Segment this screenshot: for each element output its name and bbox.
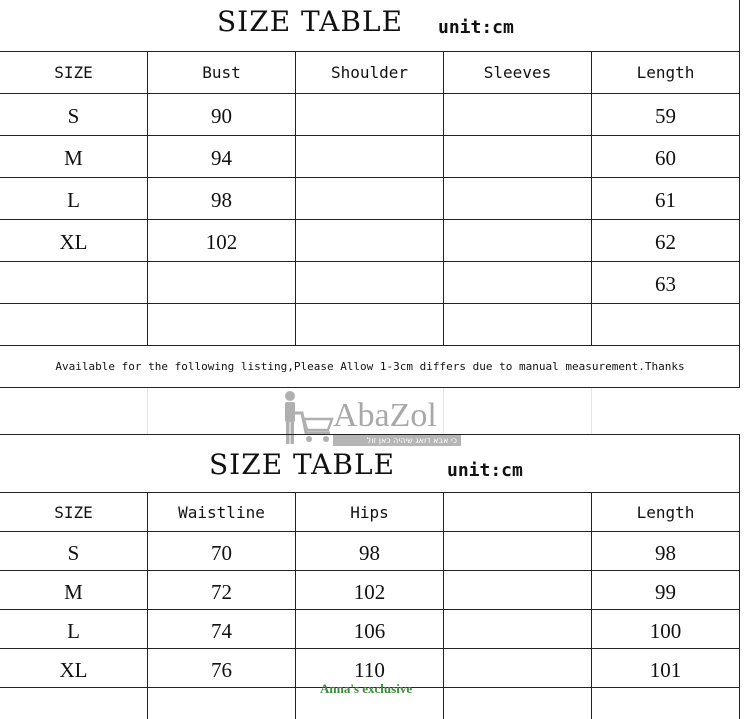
- header-shoulder: Shoulder: [330, 63, 409, 82]
- table-cell: 94: [211, 146, 232, 170]
- table-cell: 102: [205, 230, 238, 254]
- watermark-tagline: כי אבא דואג שיהיה כאן זול: [333, 435, 461, 446]
- table-cell: 74: [211, 619, 232, 643]
- overlay-label: Anna's exclusive: [320, 681, 413, 696]
- table-cell: L: [67, 619, 80, 643]
- measurement-note: Available for the following listing,Please Allow 1-3cm differs due to manual measurement.Thanks: [55, 360, 685, 373]
- shopper-cart-icon: [278, 389, 336, 447]
- table-cell: 62: [655, 230, 676, 254]
- table-cell: 61: [655, 188, 676, 212]
- header-sleeves: Sleeves: [483, 63, 552, 82]
- table-cell: XL: [59, 658, 88, 682]
- table-cell: 98: [655, 541, 676, 565]
- header-size: SIZE: [54, 503, 93, 522]
- table-2-unit: unit:cm: [447, 460, 523, 481]
- table-1-unit: unit:cm: [438, 17, 514, 38]
- table-cell: L: [67, 188, 80, 212]
- table-cell: 90: [211, 104, 232, 128]
- header-bust: Bust: [202, 63, 241, 82]
- table-1-title: SIZE TABLE: [217, 5, 404, 38]
- table-cell: 63: [655, 272, 676, 296]
- table-cell: 110: [354, 658, 385, 682]
- header-size: SIZE: [54, 63, 93, 82]
- table-cell: 99: [655, 580, 676, 604]
- table-cell: XL: [59, 230, 88, 254]
- header-length: Length: [636, 503, 695, 522]
- table-cell: 102: [353, 580, 386, 604]
- table-cell: 100: [649, 619, 682, 643]
- table-cell: 98: [211, 188, 232, 212]
- table-cell: 72: [211, 580, 232, 604]
- table-cell: 76: [211, 658, 232, 682]
- table-cell: M: [64, 580, 83, 604]
- table-cell: 101: [649, 658, 682, 682]
- header-waistline: Waistline: [178, 503, 265, 522]
- table-cell: S: [67, 541, 80, 565]
- table-cell: 60: [655, 146, 676, 170]
- table-cell: 106: [353, 619, 386, 643]
- header-hips: Hips: [350, 503, 389, 522]
- table-cell: 59: [655, 104, 676, 128]
- table-cell: 98: [359, 541, 380, 565]
- watermark-brand: AbaZol: [333, 397, 437, 434]
- table-2-title: SIZE TABLE: [209, 448, 396, 481]
- table-cell: 70: [211, 541, 232, 565]
- table-cell: M: [64, 146, 83, 170]
- header-length: Length: [636, 63, 695, 82]
- table-cell: S: [67, 104, 80, 128]
